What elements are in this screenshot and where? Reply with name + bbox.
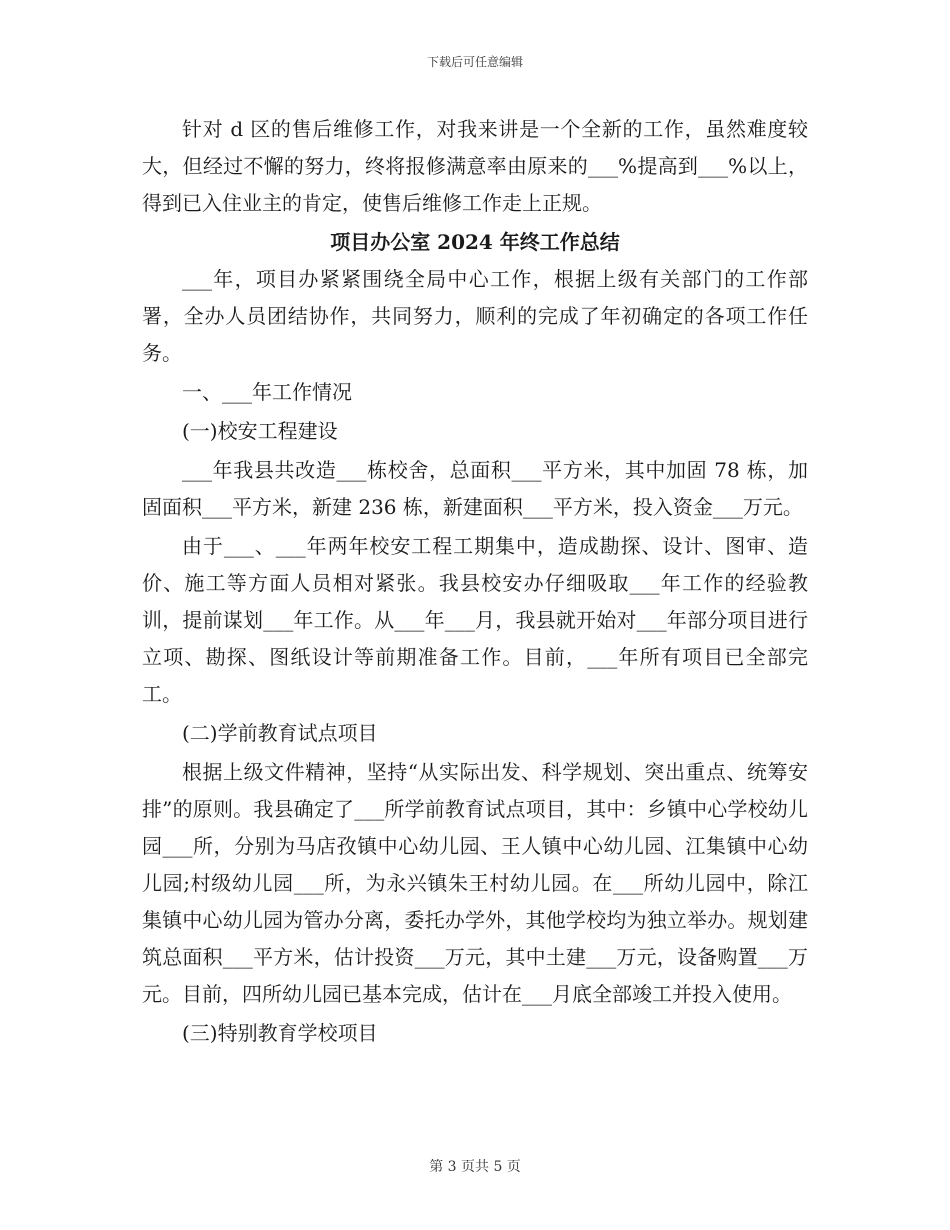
- subsection-heading-1: (一)校安工程建设: [182, 419, 338, 443]
- document-body: [142, 111, 808, 1054]
- subsection-heading-2: (二)学前教育试点项目: [182, 721, 378, 745]
- paragraph-construction-period: 由于___、___年两年校安工程工期集中，造成勘探、设计、图审、造价、施工等方面人员相对紧张。我县校安办仔细吸取___年工作的经验教训，提前谋划___年工作。从___年___月，我县就开始对___年部分项目进行立项、勘探、图纸设计等前期准备工作。目前，___年所有项目已全部完工。: [142, 534, 808, 706]
- paragraph-preschool: 根据上级文件精神，坚持“从实际出发、科学规划、突出重点、统筹安排”的原则。我县确定了___所学前教育试点项目，其中：乡镇中心学校幼儿园___所，分别为马店孜镇中心幼儿园、王人镇中心幼儿园、江集镇中心幼儿园;村级幼儿园___所，为永兴镇朱王村幼儿园。在___所幼儿园中，除江集镇中心幼儿园为管办分离，委托办学外，其他学校均为独立举办。规划建筑总面积___平方米，估计投资___万元，其中土建___万元，设备购置___万元。目前，四所幼儿园已基本完成，估计在___月底全部竣工并投入使用。: [142, 760, 808, 1006]
- paragraph-school-safety: ___年我县共改造___栋校舍，总面积___平方米，其中加固 78 栋，加固面积___平方米，新建 236 栋，新建面积___平方米，投入资金___万元。: [142, 458, 808, 519]
- section-heading-1: 一、___年工作情况: [182, 380, 352, 404]
- subsection-heading-3: (三)特别教育学校项目: [182, 1021, 378, 1045]
- page-footer: 第 3 页共 5 页: [429, 1159, 521, 1175]
- paragraph-after-sales: 针对 d 区的售后维修工作，对我来讲是一个全新的工作，虽然难度较大，但经过不懈的努力，终将报修满意率由原来的___%提高到___%以上，得到已入住业主的肯定，使售后维修工作走上正规。: [142, 117, 808, 215]
- paragraph-intro: ___年，项目办紧紧围绕全局中心工作，根据上级有关部门的工作部署，全办人员团结协作，共同努力，顺利的完成了年初确定的各项工作任务。: [142, 267, 808, 365]
- document-title: 项目办公室 2024 年终工作总结: [330, 230, 620, 254]
- page-header: 下载后可任意编辑: [426, 55, 523, 69]
